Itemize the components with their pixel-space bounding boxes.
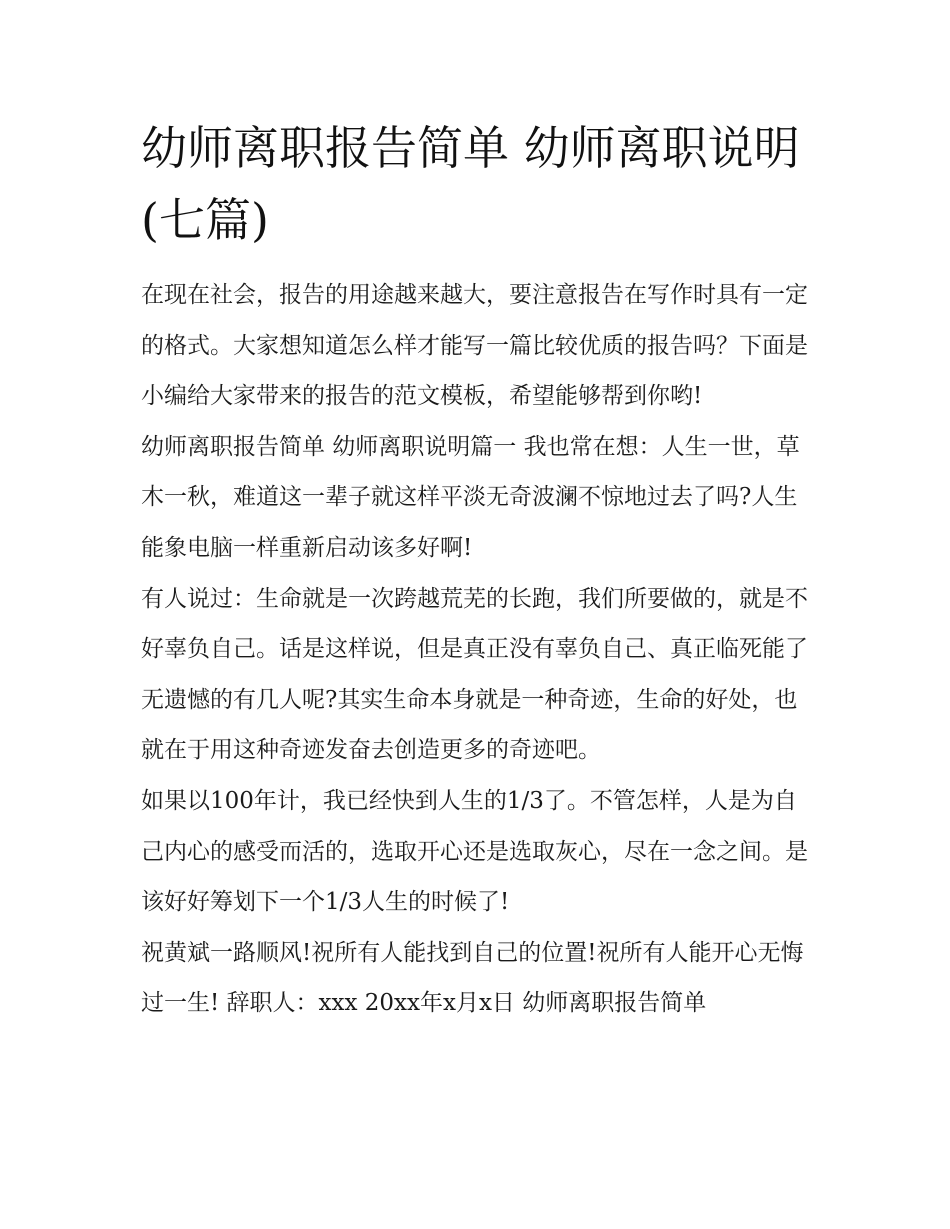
document-title: 幼师离职报告简单 幼师离职说明(七篇) [141,121,800,247]
document-body [141,270,813,1029]
paragraph-one-third: 如果以100年计，我已经快到人生的1/3了。不管怎样，人是为自己内心的感受而活的，选取开心还是选取灰心，尽在一念之间。是该好好筹划下一个1/3人生的时候了! [141,787,808,916]
paragraph-blessing: 祝黄斌一路顺风!祝所有人能找到自己的位置!祝所有人能开心无悔过一生! 辞职人：xxx 20xx年x月x日 幼师离职报告简单 [141,939,804,1017]
paragraph-part-one: 幼师离职报告简单 幼师离职说明篇一 我也常在想：人生一世，草木一秋，难道这一辈子就这样平淡无奇波澜不惊地过去了吗?人生能象电脑一样重新启动该多好啊! [141,433,800,561]
document-page [141,112,813,1029]
paragraph-life: 有人说过：生命就是一次跨越荒芜的长跑，我们所要做的，就是不好辜负自己。话是这样说，但是真正没有辜负自己、真正临死能了无遗憾的有几人呢?其实生命本身就是一种奇迹，生命的好处，也就在于用这种奇迹发奋去创造更多的奇迹吧。 [141,585,808,764]
paragraph-intro: 在现在社会，报告的用途越来越大，要注意报告在写作时具有一定的格式。大家想知道怎么样才能写一篇比较优质的报告吗？下面是小编给大家带来的报告的范文模板，希望能够帮到你哟! [141,282,808,410]
